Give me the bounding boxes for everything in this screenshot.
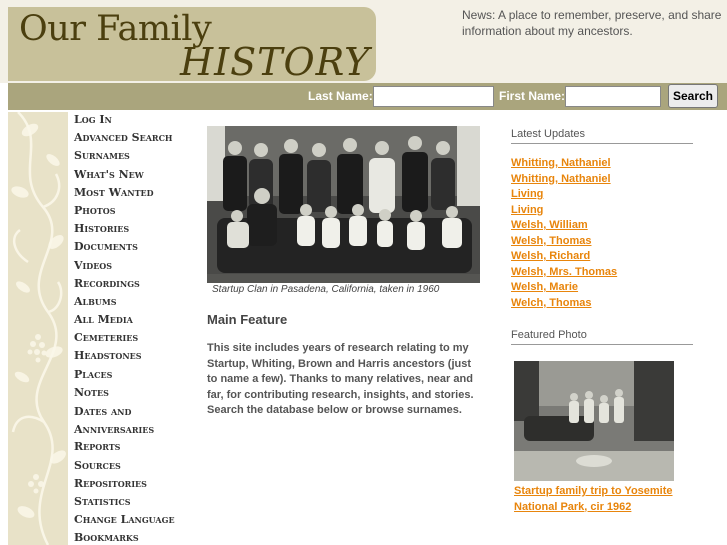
nav-item-histories[interactable]: Histories xyxy=(74,222,130,236)
nav-item-most-wanted[interactable]: Most Wanted xyxy=(74,185,154,199)
nav-item-places[interactable]: Places xyxy=(74,367,113,381)
featured-photo-caption-link[interactable]: Startup family trip to Yosemite National Park, cir 1962 xyxy=(514,485,673,513)
update-link[interactable]: Welsh, Marie xyxy=(511,281,579,293)
vine-ornament-icon xyxy=(8,112,68,545)
nav-item-headstones[interactable]: Headstones xyxy=(74,349,142,363)
logo-line-2: HISTORY xyxy=(180,40,371,81)
update-link[interactable]: Welsh, Mrs. Thomas xyxy=(511,265,618,278)
nav-item-bookmarks[interactable]: Bookmarks xyxy=(74,531,139,545)
nav-item-advanced-search[interactable]: Advanced Search xyxy=(74,131,173,145)
main-nav xyxy=(74,112,204,545)
decorative-vine-border xyxy=(8,112,68,545)
photo-caption: Startup Clan in Pasadena, California, taken in 1960 xyxy=(212,284,440,295)
update-link[interactable]: Welch, Thomas xyxy=(511,296,592,309)
nav-item-log-in[interactable]: Log In xyxy=(74,113,112,126)
update-link[interactable]: Whitting, Nathaniel xyxy=(511,157,611,169)
update-link[interactable]: Whitting, Nathaniel xyxy=(511,172,611,185)
nav-item-sources[interactable]: Sources xyxy=(74,458,121,472)
nav-item-repositories[interactable]: Repositories xyxy=(74,476,147,490)
search-bar xyxy=(8,83,727,110)
news-text: News: A place to remember, preserve, and share information about my ancestors. xyxy=(462,8,722,38)
family-group-photo[interactable] xyxy=(207,126,480,283)
nav-item-documents[interactable]: Documents xyxy=(74,240,138,254)
logo-line-1: Our Family xyxy=(19,9,212,49)
nav-item-dates-and-anniversaries[interactable]: Dates and Anniversaries xyxy=(74,405,155,437)
latest-updates-list xyxy=(511,157,711,312)
last-name-input[interactable] xyxy=(373,86,494,107)
update-link[interactable]: Welsh, Thomas xyxy=(511,234,592,247)
nav-item-videos[interactable]: Videos xyxy=(74,258,113,272)
nav-item-all-media[interactable]: All Media xyxy=(74,313,133,327)
group-photo-image xyxy=(207,126,480,283)
update-link[interactable]: Welsh, William xyxy=(511,219,588,231)
update-link[interactable]: Living xyxy=(511,203,544,216)
first-name-input[interactable] xyxy=(565,86,661,107)
nav-item-notes[interactable]: Notes xyxy=(74,385,109,399)
nav-item-reports[interactable]: Reports xyxy=(74,440,121,454)
header xyxy=(0,0,727,83)
nav-item-whats-new[interactable]: What's New xyxy=(74,167,144,181)
search-button[interactable]: Search xyxy=(668,84,718,108)
nav-item-albums[interactable]: Albums xyxy=(74,294,117,308)
main-feature-text: This site includes years of research relating to my Startup, Whiting, Brown and Harris ancestors (just to name a few). Thanks to many relatives, near and far, for contributing research, insights, and stories. Search the database below or browse surnames. xyxy=(207,342,474,416)
update-link[interactable]: Living xyxy=(511,188,544,200)
main-feature-title: Main Feature xyxy=(207,312,288,327)
nav-item-statistics[interactable]: Statistics xyxy=(74,494,131,508)
nav-item-change-language[interactable]: Change Language xyxy=(74,513,175,527)
featured-photo-heading: Featured Photo xyxy=(511,329,693,345)
site-logo[interactable] xyxy=(8,7,376,81)
featured-photo[interactable] xyxy=(514,361,674,481)
update-link[interactable]: Welsh, Richard xyxy=(511,250,591,262)
nav-item-cemeteries[interactable]: Cemeteries xyxy=(74,331,139,345)
nav-item-surnames[interactable]: Surnames xyxy=(74,149,130,163)
first-name-label: First Name: xyxy=(499,89,566,103)
latest-updates-heading: Latest Updates xyxy=(511,128,693,144)
nav-item-recordings[interactable]: Recordings xyxy=(74,276,140,290)
featured-photo-image xyxy=(514,361,674,481)
last-name-label: Last Name: xyxy=(308,89,373,103)
nav-item-photos[interactable]: Photos xyxy=(74,203,116,217)
